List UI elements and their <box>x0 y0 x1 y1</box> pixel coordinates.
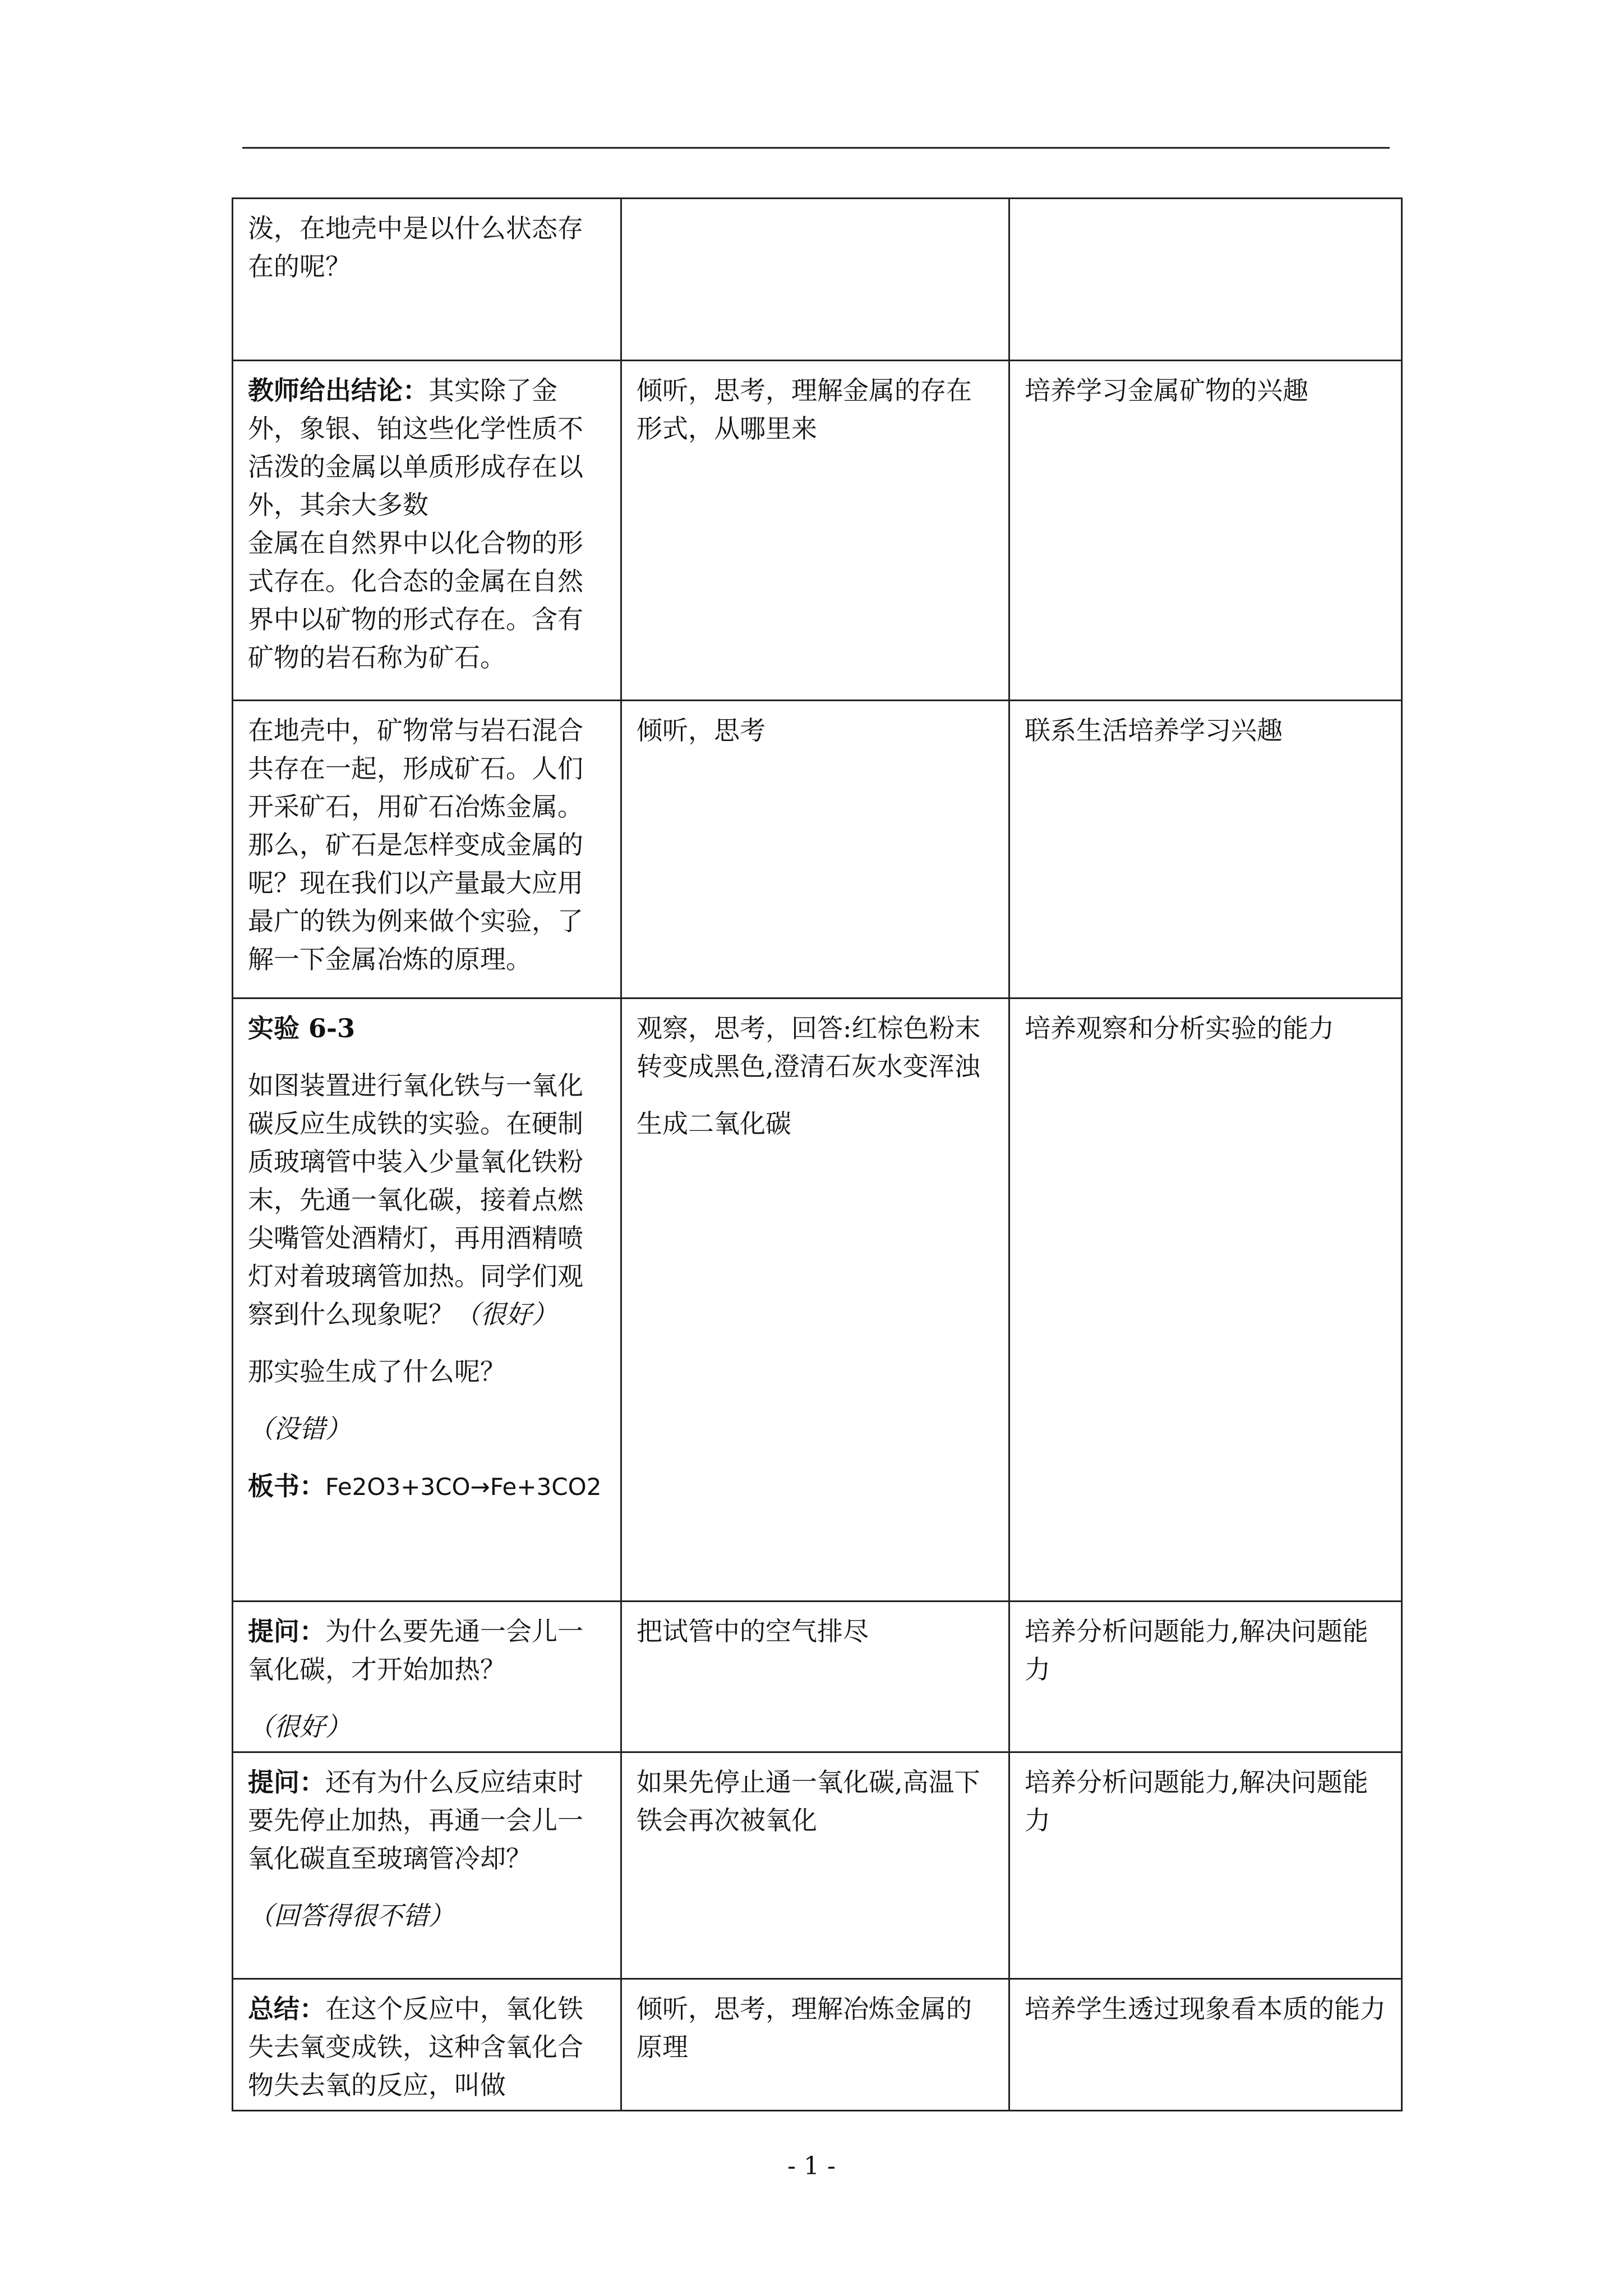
student-text: 观察，思考，回答:红棕色粉末转变成黑色,澄清石灰水变浑浊 <box>637 1013 981 1082</box>
teacher-question: 为什么要先通一会儿一氧化碳，才开始加热？ <box>248 1616 583 1685</box>
design-purpose-cell <box>1009 1752 1402 1979</box>
table-row <box>233 361 1402 701</box>
header-rule <box>242 147 1390 149</box>
student-text: 把试管中的空气排尽 <box>637 1616 869 1646</box>
teacher-activity-cell <box>233 1979 621 2111</box>
summary-label: 总结： <box>248 1994 325 2024</box>
experiment-description: 如图装置进行氧化铁与一氧化碳反应生成铁的实验。在硬制质玻璃管中装入少量氧化铁粉末，先通一氧化碳，接着点燃尖嘴管处酒精灯，再用酒精喷灯对着玻璃管加热。同学们观察到什么现象呢？（很好） <box>248 1070 583 1329</box>
teacher-text: 金属在自然界中以化合物的形式存在。化合态的金属在自然界中以矿物的形式存在。含有矿物的岩石称为矿石。 <box>248 528 583 673</box>
lesson-plan-table <box>232 197 1403 2111</box>
design-purpose-cell <box>1009 199 1402 361</box>
table-row <box>233 1979 1402 2111</box>
praise-remark: （很好） <box>454 1299 557 1329</box>
teacher-activity-cell <box>233 701 621 999</box>
teacher-text: 在这个反应中，氧化铁失去氧变成铁，这种含氧化合物失去氧的反应，叫做 <box>248 1994 583 2100</box>
student-text: 如果先停止通一氧化碳,高温下铁会再次被氧化 <box>637 1767 980 1835</box>
teacher-activity-cell <box>233 199 621 361</box>
table-row <box>233 199 1402 361</box>
question-label: 提问： <box>248 1616 325 1646</box>
student-answer: 生成二氧化碳 <box>637 1108 791 1139</box>
student-activity-cell <box>621 199 1009 361</box>
purpose-text: 培养学习金属矿物的兴趣 <box>1025 375 1308 406</box>
purpose-text: 培养分析问题能力,解决问题能力 <box>1025 1767 1368 1835</box>
design-purpose-cell <box>1009 361 1402 701</box>
student-text: 倾听，思考，理解金属的存在形式，从哪里来 <box>637 375 972 444</box>
purpose-text: 联系生活培养学习兴趣 <box>1025 715 1283 746</box>
teacher-activity-cell <box>233 361 621 701</box>
table-row <box>233 1602 1402 1752</box>
purpose-text: 培养分析问题能力,解决问题能力 <box>1025 1616 1368 1685</box>
table-row <box>233 999 1402 1602</box>
follow-up-question: 那实验生成了什么呢？ <box>248 1356 506 1387</box>
student-text: 倾听，思考，理解冶炼金属的原理 <box>637 1994 972 2062</box>
teacher-activity-cell <box>233 999 621 1602</box>
teacher-question: 还有为什么反应结束时要先停止加热，再通一会儿一氧化碳直至玻璃管冷却？ <box>248 1767 583 1874</box>
praise-remark: （回答得很不错） <box>248 1901 454 1931</box>
teacher-text: 其实除了金外，象银、铂这些化学性质不活泼的金属以单质形成存在以外，其余大多数 <box>248 375 583 520</box>
experiment-label: 实验 6-3 <box>248 1013 356 1043</box>
student-activity-cell <box>621 701 1009 999</box>
teacher-activity-cell <box>233 1752 621 1979</box>
chemical-equation: Fe2O3+3CO→Fe+3CO2 <box>325 1473 602 1501</box>
praise-remark: （很好） <box>248 1711 351 1742</box>
student-activity-cell <box>621 999 1009 1602</box>
teacher-text: 在地壳中，矿物常与岩石混合共存在一起，形成矿石。人们开采矿石，用矿石冶炼金属。那么，矿石是怎样变成金属的呢？现在我们以产量最大应用最广的铁为例来做个实验，了解一下金属冶炼的原理。 <box>248 715 583 974</box>
design-purpose-cell <box>1009 1979 1402 2111</box>
design-purpose-cell <box>1009 999 1402 1602</box>
design-purpose-cell <box>1009 1602 1402 1752</box>
student-activity-cell <box>621 1979 1009 2111</box>
student-activity-cell <box>621 1752 1009 1979</box>
table-row <box>233 1752 1402 1979</box>
student-text: 倾听，思考 <box>637 715 766 746</box>
teacher-activity-cell <box>233 1602 621 1752</box>
purpose-text: 培养学生透过现象看本质的能力 <box>1025 1994 1386 2024</box>
conclusion-label: 教师给出结论： <box>248 375 428 406</box>
design-purpose-cell <box>1009 701 1402 999</box>
purpose-text: 培养观察和分析实验的能力 <box>1025 1013 1334 1043</box>
teacher-text: 泼，在地壳中是以什么状态存在的呢？ <box>248 213 583 282</box>
page-number: - 1 - <box>787 2152 836 2180</box>
student-activity-cell <box>621 361 1009 701</box>
board-writing-label: 板书： <box>248 1471 325 1501</box>
praise-remark: （没错） <box>248 1414 351 1444</box>
question-label: 提问： <box>248 1767 325 1797</box>
table-row <box>233 701 1402 999</box>
student-activity-cell <box>621 1602 1009 1752</box>
